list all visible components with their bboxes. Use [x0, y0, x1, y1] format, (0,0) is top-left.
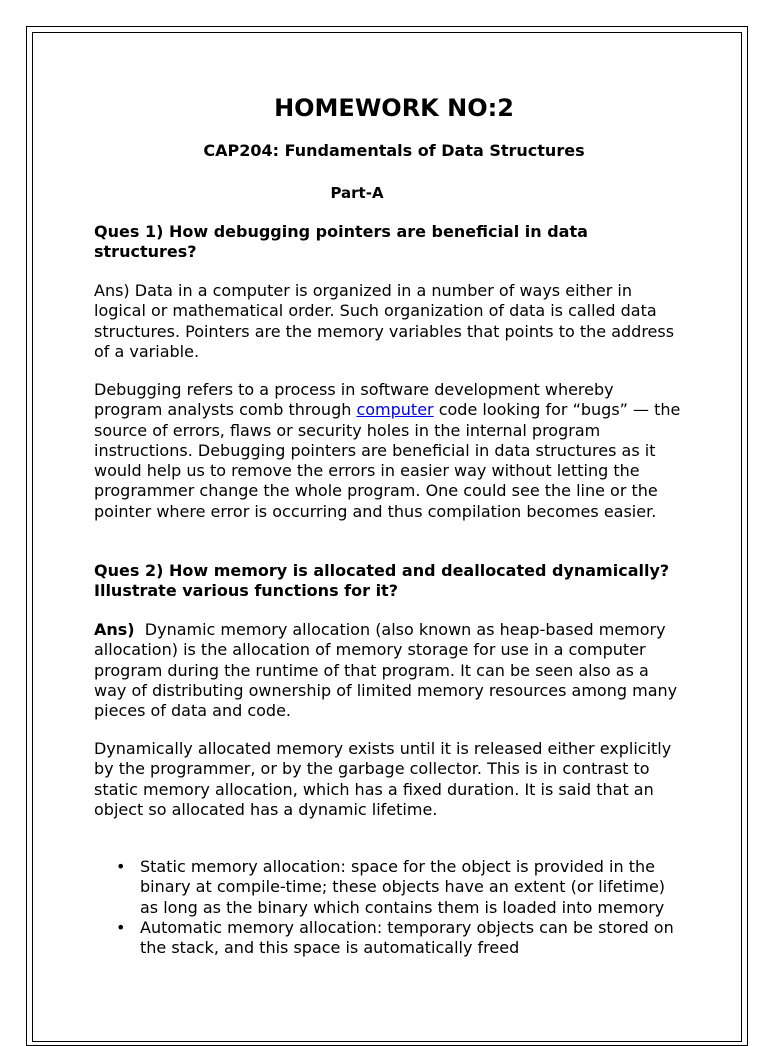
list-item: [94, 857, 684, 918]
bullet-icon: •: [116, 857, 126, 876]
answer-2-paragraph-2: Dynamically allocated memory exists until it is released either explicitly by the programmer, or by the garbage collector. This is in contrast to static memory allocation, which has a fixed duration. It is said that an object so allocated has a dynamic lifetime.: [94, 739, 672, 819]
answer-1-text-post: code looking for “bugs” — the source of errors, flaws or security holes in the internal program instructions. Debugging pointers are beneficial in data structures as it would help us to remove the errors in easier way without letting the programmer change the whole program. One could see the line or the pointer where error is occurring and thus compilation becomes easier.: [94, 400, 681, 521]
part-heading: Part-A: [330, 184, 384, 202]
page-title: HOMEWORK NO:2: [274, 94, 514, 122]
question-1: Ques 1) How debugging pointers are beneficial in data structures?: [94, 222, 588, 262]
list-item-text: Automatic memory allocation: temporary objects can be stored on the stack, and this space is automatically freed: [140, 917, 674, 958]
answer-1-text-pre: Debugging refers to a process in software development whereby program analysts comb through: [94, 380, 614, 420]
list-item-text: Static memory allocation: space for the object is provided in the binary at compile-time; these objects have an extent (or lifetime) as long as the binary which contains them is loaded into memory: [140, 857, 666, 917]
answer-1-paragraph-1: Ans) Data in a computer is organized in a number of ways either in logical or mathematical order. Such organization of data is called data structures. Pointers are the memory variables that points to the address of a variable.: [94, 281, 675, 361]
allocation-types-list: [94, 857, 684, 958]
computer-link[interactable]: computer: [356, 400, 434, 420]
question-2: Ques 2) How memory is allocated and deallocated dynamically? Illustrate various functions for it?: [94, 561, 670, 601]
list-item: [94, 918, 684, 959]
bullet-icon: •: [116, 917, 126, 937]
answer-2-paragraph-1: [94, 620, 684, 721]
course-subtitle: CAP204: Fundamentals of Data Structures: [203, 141, 585, 160]
answer-1-paragraph-2: [94, 380, 684, 522]
answer-label: Ans): [94, 620, 135, 639]
answer-2-text: Dynamic memory allocation (also known as heap-based memory allocation) is the allocation of memory storage for use in a computer program during the runtime of that program. It can be seen also as a way of distributing ownership of limited memory resources among many pieces of data and code.: [94, 620, 678, 721]
